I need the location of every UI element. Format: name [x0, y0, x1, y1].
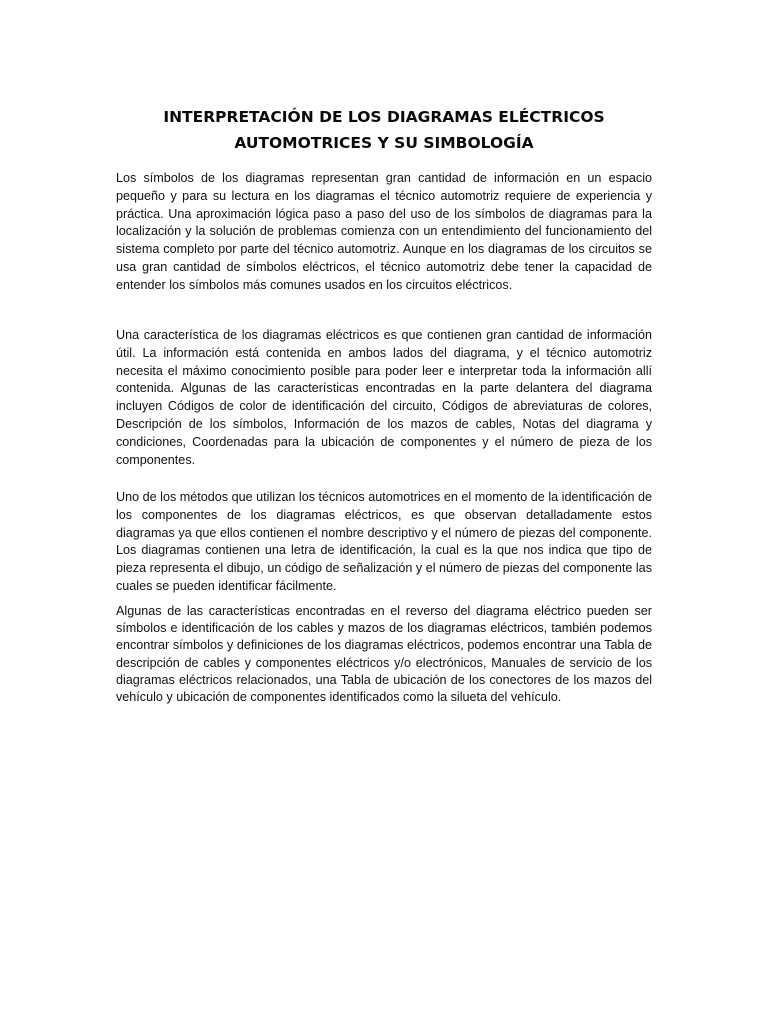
title-line-1: INTERPRETACIÓN DE LOS DIAGRAMAS ELÉCTRICOS: [163, 108, 605, 126]
paragraph-3: Uno de los métodos que utilizan los técnicos automotrices en el momento de la identificación de los componentes de los diagramas eléctricos, es que observan detalladamente estos diagramas ya que ellos contienen el nombre descriptivo y el número de piezas del componente. Los diagramas contienen una letra de identificación, la cual es la que nos indica que tipo de pieza representa el dibujo, un código de señalización y el número de piezas del componente las cuales se pueden identificar fácilmente.: [116, 490, 652, 593]
document-title: [100, 104, 668, 156]
paragraph-4: Algunas de las características encontradas en el reverso del diagrama eléctrico pueden ser símbolos e identificación de los cables y mazos de los diagramas eléctricos, también podemos encontrar símbolos y definiciones de los diagramas eléctricos, podemos encontrar una Tabla de descripción de cables y componentes eléctricos y/o electrónicos, Manuales de servicio de los diagramas eléctricos relacionados, una Tabla de ubicación de los conectores de los mazos del vehículo y ubicación de componentes identificados como la silueta del vehículo.: [116, 604, 652, 705]
title-line-2: AUTOMOTRICES Y SU SIMBOLOGÍA: [234, 134, 534, 152]
paragraph-1: Los símbolos de los diagramas representan gran cantidad de información en un espacio pequeño y para su lectura en los diagramas el técnico automotriz requiere de experiencia y práctica. Una aproximación lógica paso a paso del uso de los símbolos de diagramas para la localización y la solución de problemas comienza con un entendimiento del funcionamiento del sistema completo por parte del técnico automotriz. Aunque en los diagramas de los circuitos se usa gran cantidad de símbolos eléctricos, el técnico automotriz debe tener la capacidad de entender los símbolos más comunes usados en los circuitos eléctricos.: [116, 171, 652, 292]
paragraph-2: Una característica de los diagramas eléctricos es que contienen gran cantidad de información útil. La información está contenida en ambos lados del diagrama, y el técnico automotriz necesita el máximo conocimiento posible para poder leer e interpretar toda la información allí contenida. Algunas de las características encontradas en la parte delantera del diagrama incluyen Códigos de color de identificación del circuito, Códigos de abreviaturas de colores, Descripción de los símbolos, Información de los mazos de cables, Notas del diagrama y condiciones, Coordenadas para la ubicación de componentes y el número de pieza de los componentes.: [116, 328, 652, 467]
